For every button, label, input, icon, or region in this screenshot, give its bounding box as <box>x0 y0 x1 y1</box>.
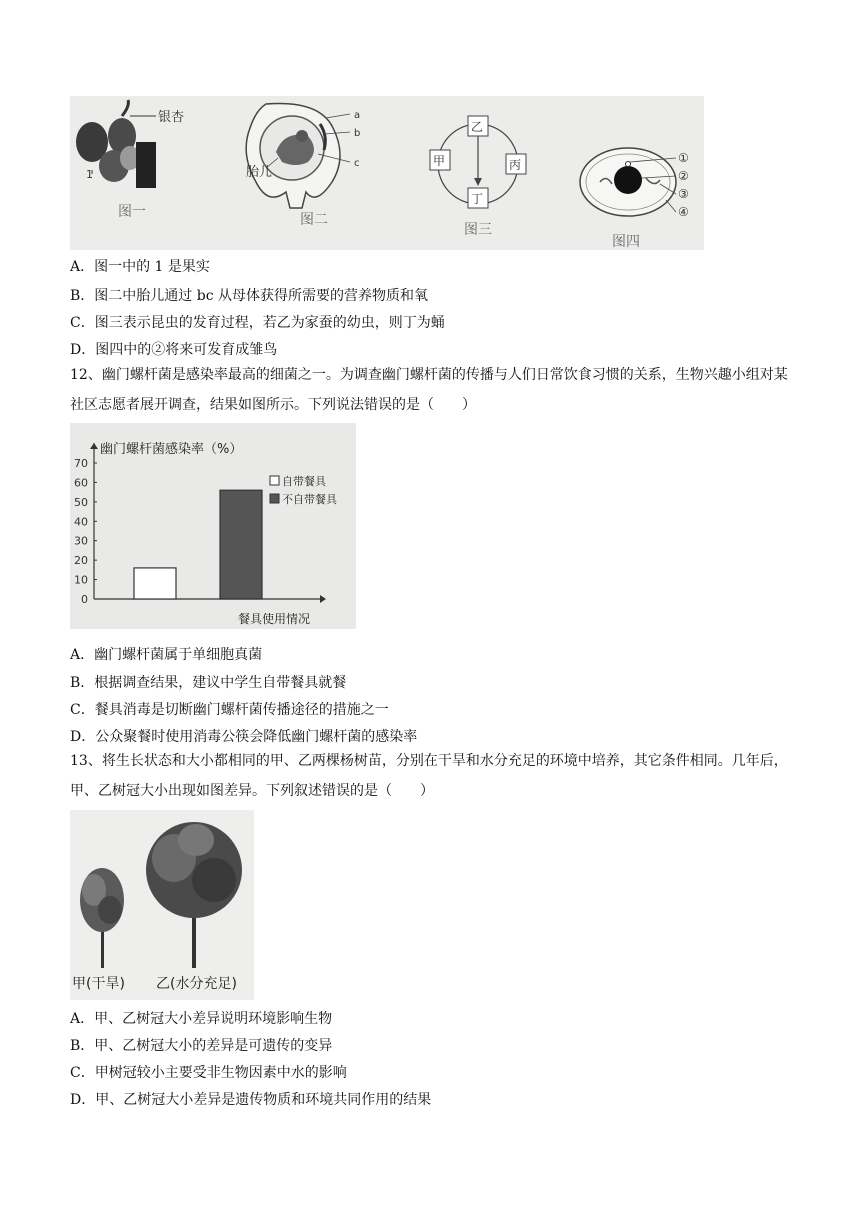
label-part-1: 1 <box>86 168 93 181</box>
y-axis-arrow <box>90 443 98 449</box>
tree-yi <box>146 822 242 968</box>
caption-fig4: 图四 <box>612 234 640 250</box>
y-tick-label: 10 <box>74 573 88 587</box>
q13-stem: 13、将生长状态和大小都相同的甲、乙两棵杨树苗，分别在干旱和水分充足的环境中培养，其它条件相同。几年后，甲、乙树冠大小出现如图差异。下列叙述错误的是（ ） <box>70 753 788 799</box>
q12-option-b: B．根据调查结果，建议中学生自带餐具就餐 <box>70 675 347 691</box>
q13-tree-figure <box>70 810 254 1000</box>
label-n1: ① <box>678 151 689 165</box>
q13-trees-svg <box>70 810 254 1000</box>
q11-figure-strip <box>70 96 704 250</box>
q12-stem: 12、幽门螺杆菌是感染率最高的细菌之一。为调查幽门螺杆菌的传播与人们日常饮食习惯的关系，生物兴趣小组对某社区志愿者展开调查，结果如图所示。下列说法错误的是（ ） <box>70 367 788 413</box>
label-a: a <box>354 110 361 121</box>
label-c: c <box>354 158 360 169</box>
y-tick-label: 50 <box>74 495 88 509</box>
label-bing: 丙 <box>509 158 522 172</box>
bar-self-utensils <box>134 568 176 599</box>
q13-option-c: C．甲树冠较小主要受非生物因素中水的影响 <box>70 1065 347 1081</box>
label-fetus: 胎儿 <box>246 165 273 180</box>
tree-yi-label: 乙(水分充足) <box>156 976 237 992</box>
q12-option-a: A．幽门螺杆菌属于单细胞真菌 <box>70 647 263 663</box>
legend-swatch <box>270 476 279 485</box>
caption-fig2: 图二 <box>300 212 328 228</box>
y-tick-label: 70 <box>74 457 88 470</box>
q13-option-a: A．甲、乙树冠大小差异说明环境影响生物 <box>70 1011 333 1027</box>
y-tick-label: 60 <box>74 476 88 490</box>
q12-bar-chart-svg <box>70 423 356 629</box>
label-n3: ③ <box>678 187 689 201</box>
legend-label: 不自带餐具 <box>282 493 337 506</box>
caption-fig1: 图一 <box>118 204 146 220</box>
label-n4: ④ <box>678 205 689 219</box>
q11-option-d: D．图四中的②将来可发育成雏鸟 <box>70 342 278 358</box>
figure-4-egg <box>580 148 676 216</box>
legend-label: 自带餐具 <box>282 475 326 488</box>
tree-jia <box>80 868 124 968</box>
y-tick-label: 20 <box>74 554 88 568</box>
label-jia: 甲 <box>433 154 446 168</box>
q11-option-b: B．图二中胎儿通过 bc 从母体获得所需要的营养物质和氧 <box>70 288 428 304</box>
y-tick-label: 0 <box>81 593 88 606</box>
q12-option-c: C．餐具消毒是切断幽门螺杆菌传播途径的措施之一 <box>70 702 389 718</box>
y-tick-label: 30 <box>74 534 88 548</box>
label-ginkgo: 银杏 <box>158 110 185 125</box>
x-axis-label: 餐具使用情况 <box>238 612 311 626</box>
q11-option-c: C．图三表示昆虫的发育过程，若乙为家蚕的幼虫，则丁为蛹 <box>70 315 445 331</box>
legend-swatch <box>270 494 279 503</box>
q11-option-a: A．图一中的 1 是果实 <box>70 259 210 275</box>
q13-option-d: D．甲、乙树冠大小差异是遗传物质和环境共同作用的结果 <box>70 1092 432 1108</box>
x-axis-arrow <box>320 595 326 603</box>
figure-2-uterus <box>246 103 350 208</box>
chart-title: 幽门螺杆菌感染率（%） <box>100 442 243 457</box>
q12-chart <box>70 423 356 629</box>
label-ding: 丁 <box>471 192 484 206</box>
q13-option-b: B．甲、乙树冠大小的差异是可遗传的变异 <box>70 1038 333 1054</box>
caption-fig3: 图三 <box>464 222 492 238</box>
q11-figures <box>70 96 704 250</box>
label-n2: ② <box>678 169 689 183</box>
label-b: b <box>354 128 361 139</box>
tree-jia-label: 甲(干旱) <box>72 976 125 992</box>
bar-no-self-utensils <box>220 490 262 599</box>
label-yi: 乙 <box>471 120 484 134</box>
q12-option-d: D．公众聚餐时使用消毒公筷会降低幽门螺杆菌的感染率 <box>70 729 418 745</box>
y-tick-label: 40 <box>74 515 88 529</box>
